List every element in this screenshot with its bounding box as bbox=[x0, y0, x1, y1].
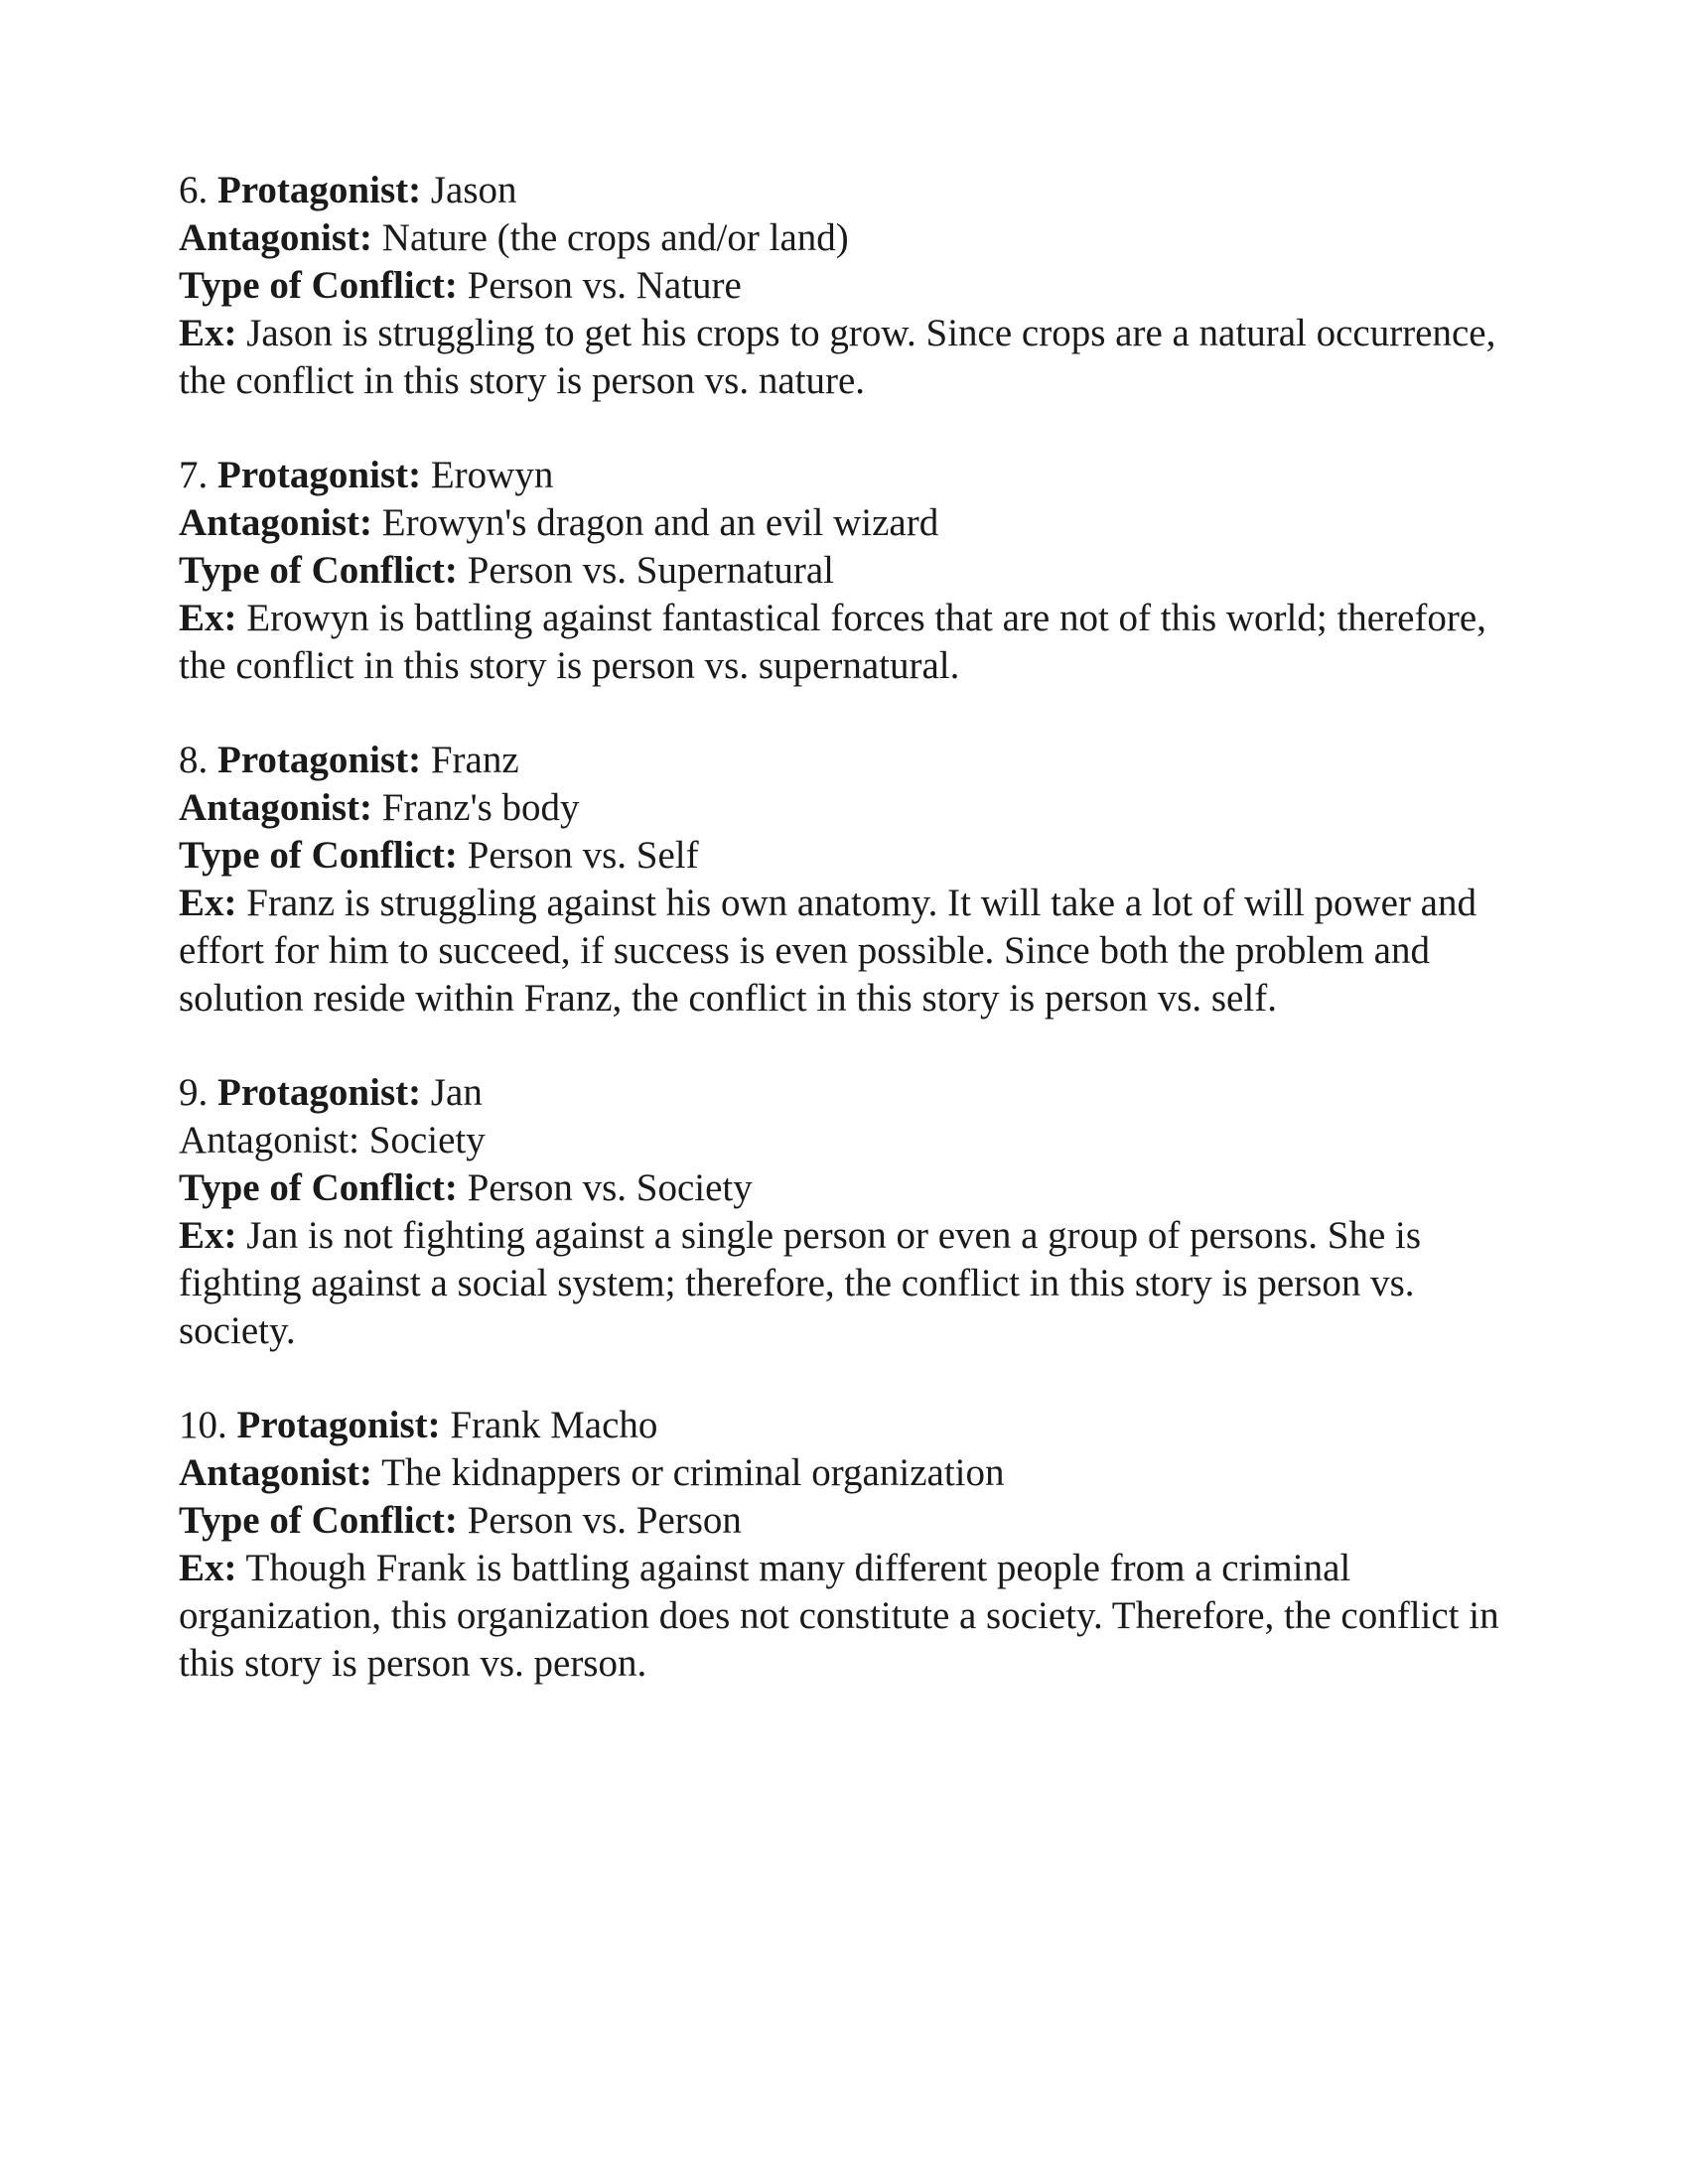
entry-number: 8. bbox=[179, 739, 209, 781]
protagonist-value: Jan bbox=[430, 1071, 483, 1114]
explanation-text: Franz is struggling against his own anatomy. It will take a lot of will power and effort for him to succeed, if success is even possible. Since both the problem and solution reside within Franz, the conflict in this story is person vs. self. bbox=[179, 882, 1477, 1020]
antagonist-line: Antagonist: Society bbox=[179, 1119, 486, 1161]
antagonist-label: Antagonist: bbox=[179, 216, 373, 259]
entry-number: 7. bbox=[179, 454, 209, 496]
protagonist-label: Protagonist: bbox=[217, 454, 422, 496]
antagonist-value: Nature (the crops and/or land) bbox=[381, 216, 849, 259]
protagonist-label: Protagonist: bbox=[217, 1071, 422, 1114]
protagonist-line bbox=[179, 1402, 1529, 1449]
protagonist-line bbox=[179, 737, 1529, 784]
protagonist-line bbox=[179, 167, 1529, 214]
explanation-label: Ex: bbox=[179, 1214, 237, 1257]
protagonist-value: Frank Macho bbox=[450, 1404, 658, 1446]
conflict-value: Person vs. Self bbox=[467, 834, 699, 877]
conflict-line bbox=[179, 832, 1529, 880]
antagonist-value: Franz's body bbox=[381, 786, 580, 829]
answer-entry-7 bbox=[179, 452, 1529, 690]
explanation-text: Erowyn is battling against fantastical forces that are not of this world; therefore, the conflict in this story is person vs. supernatural. bbox=[179, 597, 1486, 687]
protagonist-value: Jason bbox=[430, 169, 517, 211]
antagonist-line bbox=[179, 1449, 1529, 1497]
protagonist-value: Erowyn bbox=[430, 454, 554, 496]
entry-number: 9. bbox=[179, 1071, 209, 1114]
conflict-label: Type of Conflict: bbox=[179, 834, 458, 877]
conflict-label: Type of Conflict: bbox=[179, 264, 458, 307]
conflict-value: Person vs. Society bbox=[467, 1166, 753, 1209]
explanation-line bbox=[179, 1545, 1529, 1688]
answer-entry-6 bbox=[179, 167, 1529, 405]
explanation-label: Ex: bbox=[179, 882, 237, 924]
conflict-line bbox=[179, 1497, 1529, 1545]
antagonist-value: Erowyn's dragon and an evil wizard bbox=[381, 501, 939, 544]
antagonist-label: Antagonist: bbox=[179, 501, 373, 544]
protagonist-line bbox=[179, 1069, 1529, 1117]
antagonist-value: The kidnappers or criminal organization bbox=[381, 1451, 1005, 1494]
conflict-line bbox=[179, 1164, 1529, 1212]
explanation-text: Though Frank is battling against many different people from a criminal organization, this organization does not constitute a society. Therefore, the conflict in this story is person vs. person. bbox=[179, 1547, 1499, 1685]
antagonist-label: Antagonist: bbox=[179, 786, 373, 829]
conflict-line bbox=[179, 547, 1529, 595]
entry-number: 6. bbox=[179, 169, 209, 211]
explanation-text: Jason is struggling to get his crops to grow. Since crops are a natural occurrence, the conflict in this story is person vs. nature. bbox=[179, 312, 1496, 402]
antagonist-line bbox=[179, 214, 1529, 262]
answer-entry-8 bbox=[179, 737, 1529, 1023]
entry-number: 10. bbox=[179, 1404, 227, 1446]
protagonist-label: Protagonist: bbox=[236, 1404, 441, 1446]
answer-key-page bbox=[179, 167, 1529, 1734]
explanation-line bbox=[179, 1212, 1529, 1355]
explanation-label: Ex: bbox=[179, 597, 237, 639]
antagonist-line bbox=[179, 784, 1529, 832]
protagonist-label: Protagonist: bbox=[217, 739, 422, 781]
explanation-line bbox=[179, 595, 1529, 690]
explanation-label: Ex: bbox=[179, 312, 237, 354]
explanation-label: Ex: bbox=[179, 1547, 237, 1589]
answer-entry-9 bbox=[179, 1069, 1529, 1355]
protagonist-label: Protagonist: bbox=[217, 169, 422, 211]
conflict-line bbox=[179, 262, 1529, 310]
protagonist-line bbox=[179, 452, 1529, 499]
antagonist-label: Antagonist: bbox=[179, 1451, 373, 1494]
explanation-text: Jan is not fighting against a single person or even a group of persons. She is fighting against a social system; therefore, the conflict in this story is person vs. society. bbox=[179, 1214, 1422, 1352]
conflict-value: Person vs. Nature bbox=[467, 264, 742, 307]
explanation-line bbox=[179, 310, 1529, 405]
conflict-label: Type of Conflict: bbox=[179, 549, 458, 592]
explanation-line bbox=[179, 880, 1529, 1023]
protagonist-value: Franz bbox=[430, 739, 519, 781]
antagonist-line bbox=[179, 499, 1529, 547]
conflict-value: Person vs. Person bbox=[467, 1499, 742, 1542]
conflict-value: Person vs. Supernatural bbox=[467, 549, 835, 592]
conflict-label: Type of Conflict: bbox=[179, 1166, 458, 1209]
conflict-label: Type of Conflict: bbox=[179, 1499, 458, 1542]
answer-entry-10 bbox=[179, 1402, 1529, 1688]
